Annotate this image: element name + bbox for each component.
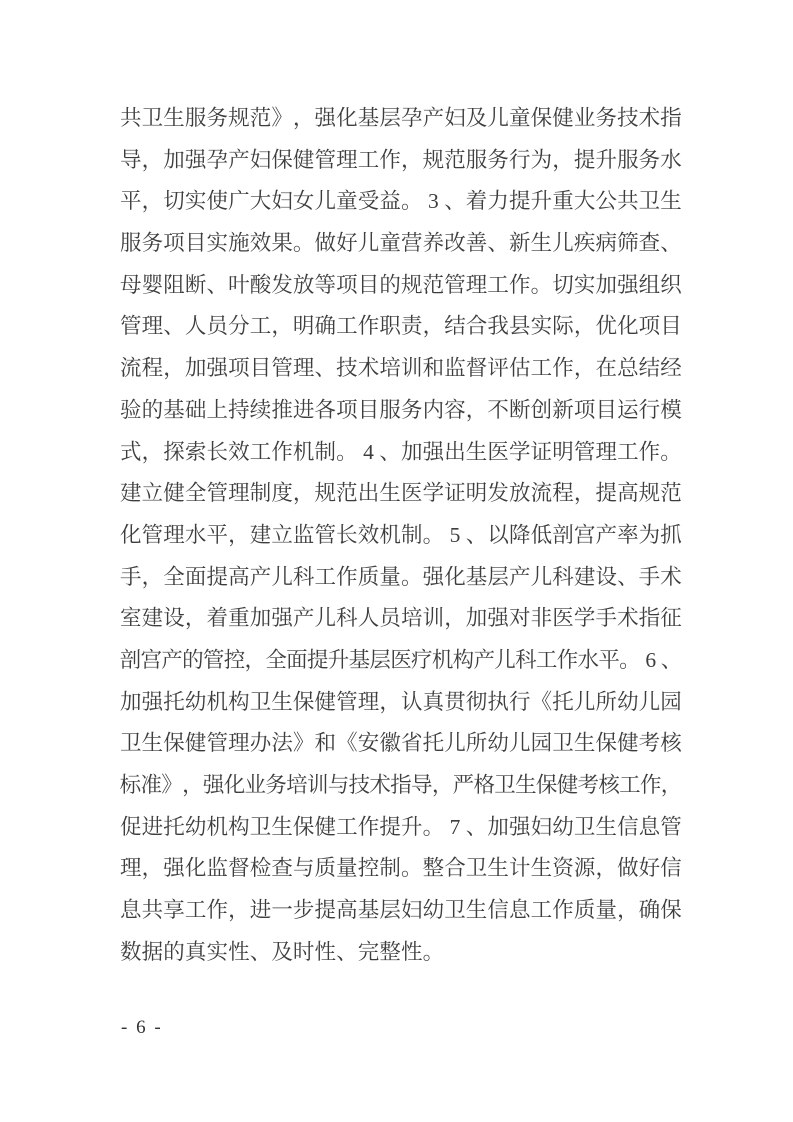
document-lines <box>120 98 682 973</box>
text-line: 建 立 健 全 管 理 制 度 ， 规 范 出 生 医 学 证 明 发 放 流 程 ， 提 高 规 范 <box>120 481 682 506</box>
text-line: 共 卫 生 服 务 规 范 》 ， 强 化 基 层 孕 产 妇 及 儿 童 保 健 业 务 技 术 指 <box>120 106 682 130</box>
text-line: 流 程 ， 加 强 项 目 管 理 、 技 术 培 训 和 监 督 评 估 工 作 ， 在 总 结 经 <box>120 356 682 381</box>
page-number: - 6 - <box>121 1017 163 1038</box>
text-line: 促 进 托 幼 机 构 卫 生 保 健 工 作 提 升 。 7 、 加 强 妇 幼 卫 生 信 息 管 <box>120 814 682 839</box>
text-line: 标 准 》 ， 强 化 业 务 培 训 与 技 术 指 导 ， 严 格 卫 生 保 健 考 核 工 作 ， <box>119 773 683 797</box>
text-line: 服 务 项 目 实 施 效 果 。 做 好 儿 童 营 养 改 善 、 新 生 儿 疾 病 筛 查 、 <box>120 231 682 256</box>
text-line: 导 ， 加 强 孕 产 妇 保 健 管 理 工 作 ， 规 范 服 务 行 为 ， 提 升 服 务 水 <box>120 147 682 172</box>
text-line: 验 的 基 础 上 持 续 推 进 各 项 目 服 务 内 容 ， 不 断 创 新 项 目 运 行 模 <box>120 397 682 422</box>
text-line: 化 管 理 水 平 ， 建 立 监 管 长 效 机 制 。 5 、 以 降 低 剖 宫 产 率 为 抓 <box>120 522 682 547</box>
text-line: 加 强 托 幼 机 构 卫 生 保 健 管 理 ， 认 真 贯 彻 执 行 《 托 儿 所 幼 儿 园 <box>120 689 682 714</box>
text-line: 母 婴 阻 断 、 叶 酸 发 放 等 项 目 的 规 范 管 理 工 作 。 切 实 加 强 组 织 <box>120 272 682 297</box>
text-line: 剖 宫 产 的 管 控 ， 全 面 提 升 基 层 医 疗 机 构 产 儿 科 工 作 水 平 。 6 、 <box>119 647 683 672</box>
text-line: 平 ， 切 实 使 广 大 妇 女 儿 童 受 益 。 3 、 着 力 提 升 重 大 公 共 卫 生 <box>120 189 682 214</box>
text-line: 式 ， 探 索 长 效 工 作 机 制 。 4 、 加 强 出 生 医 学 证 明 管 理 工 作 。 <box>120 439 682 464</box>
text-line: 数 据 的 真 实 性 、 及 时 性 、 完 整 性 。 <box>120 939 445 964</box>
text-line: 手 ， 全 面 提 高 产 儿 科 工 作 质 量 。 强 化 基 层 产 儿 科 建 设 、 手 术 <box>120 564 682 589</box>
text-line: 卫 生 保 健 管 理 办 法 》 和 《 安 徽 省 托 儿 所 幼 儿 园 卫 生 保 健 考 核 <box>120 731 682 756</box>
text-line: 室 建 设 ， 着 重 加 强 产 儿 科 人 员 培 训 ， 加 强 对 非 医 学 手 术 指 征 <box>120 606 682 631</box>
text-line: 理 ， 强 化 监 督 检 查 与 质 量 控 制 。 整 合 卫 生 计 生 资 源 ， 做 好 信 <box>120 856 682 881</box>
text-line: 息 共 享 工 作 ， 进 一 步 提 高 基 层 妇 幼 卫 生 信 息 工 作 质 量 ， 确 保 <box>120 898 682 923</box>
text-line: 管 理 、 人 员 分 工 ， 明 确 工 作 职 责 ， 结 合 我 县 实 际 ， 优 化 项 目 <box>120 314 682 339</box>
